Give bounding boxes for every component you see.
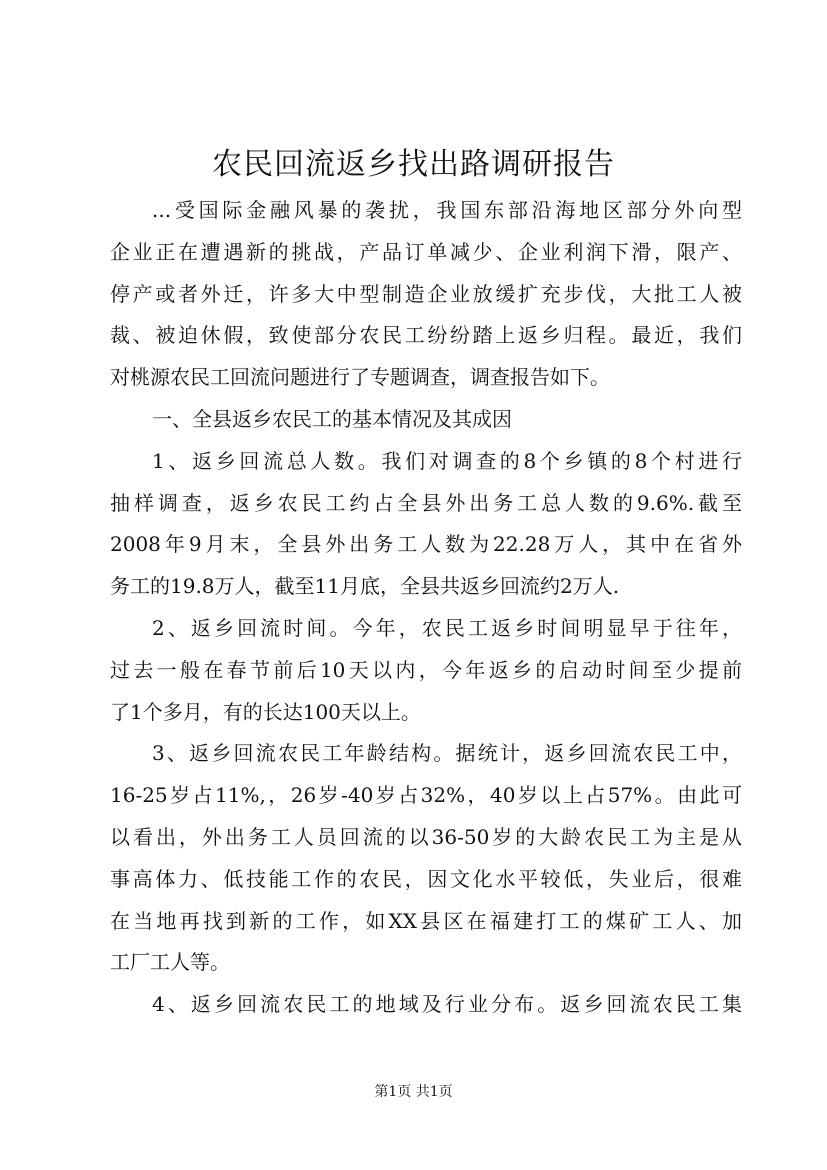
text-line: 在当地再找到新的工作，如XX县区在福建打工的煤矿工人、加 [110, 908, 742, 933]
text-line: 3、返乡回流农民工年龄结构。据统计，返乡回流农民工中， [152, 741, 742, 766]
text-line: 了1个多月，有的长达100天以上。 [110, 699, 421, 724]
text-line: 事高体力、低技能工作的农民，因文化水平较低，失业后，很难 [110, 866, 742, 891]
text-line: 抽样调查，返乡农民工约占全县外出务工总人数的9.6%.截至 [110, 490, 742, 515]
text-line: 务工的19.8万人，截至11月底，全县共返乡回流约2万人. [110, 574, 620, 599]
document-body [110, 190, 742, 1026]
text-line: 16-25岁占11%,，26岁-40岁占32%，40岁以上占57%。由此可 [110, 783, 742, 808]
page-footer: 第1页 共1页 [374, 1084, 453, 1100]
text-line: 工厂工人等。 [110, 950, 230, 975]
text-line: 停产或者外迁，许多大中型制造企业放缓扩充步伐，大批工人被 [110, 281, 742, 306]
text-line: 过去一般在春节前后10天以内，今年返乡的启动时间至少提前 [110, 657, 742, 682]
text-line: 企业正在遭遇新的挑战，产品订单减少、企业利润下滑，限产、 [110, 239, 742, 264]
text-line: 以看出，外出务工人员回流的以36-50岁的大龄农民工为主是从 [110, 824, 742, 849]
document-title: 农民回流返乡找出路调研报告 [212, 147, 615, 182]
text-line: ...受国际金融风暴的袭扰，我国东部沿海地区部分外向型 [152, 198, 742, 222]
text-line: 2、返乡回流时间。今年，农民工返乡时间明显早于往年， [152, 615, 742, 640]
text-line: 2008年9月末，全县外出务工人数为22.28万人，其中在省外 [110, 532, 742, 557]
text-line: 4、返乡回流农民工的地域及行业分布。返乡回流农民工集 [152, 992, 742, 1017]
text-line: 裁、被迫休假，致使部分农民工纷纷踏上返乡归程。最近，我们 [110, 323, 742, 348]
text-line: 1、返乡回流总人数。我们对调查的8个乡镇的8个村进行 [152, 448, 742, 473]
text-line: 一、全县返乡农民工的基本情况及其成因 [152, 406, 512, 431]
text-line: 对桃源农民工回流问题进行了专题调查，调查报告如下。 [110, 365, 610, 390]
